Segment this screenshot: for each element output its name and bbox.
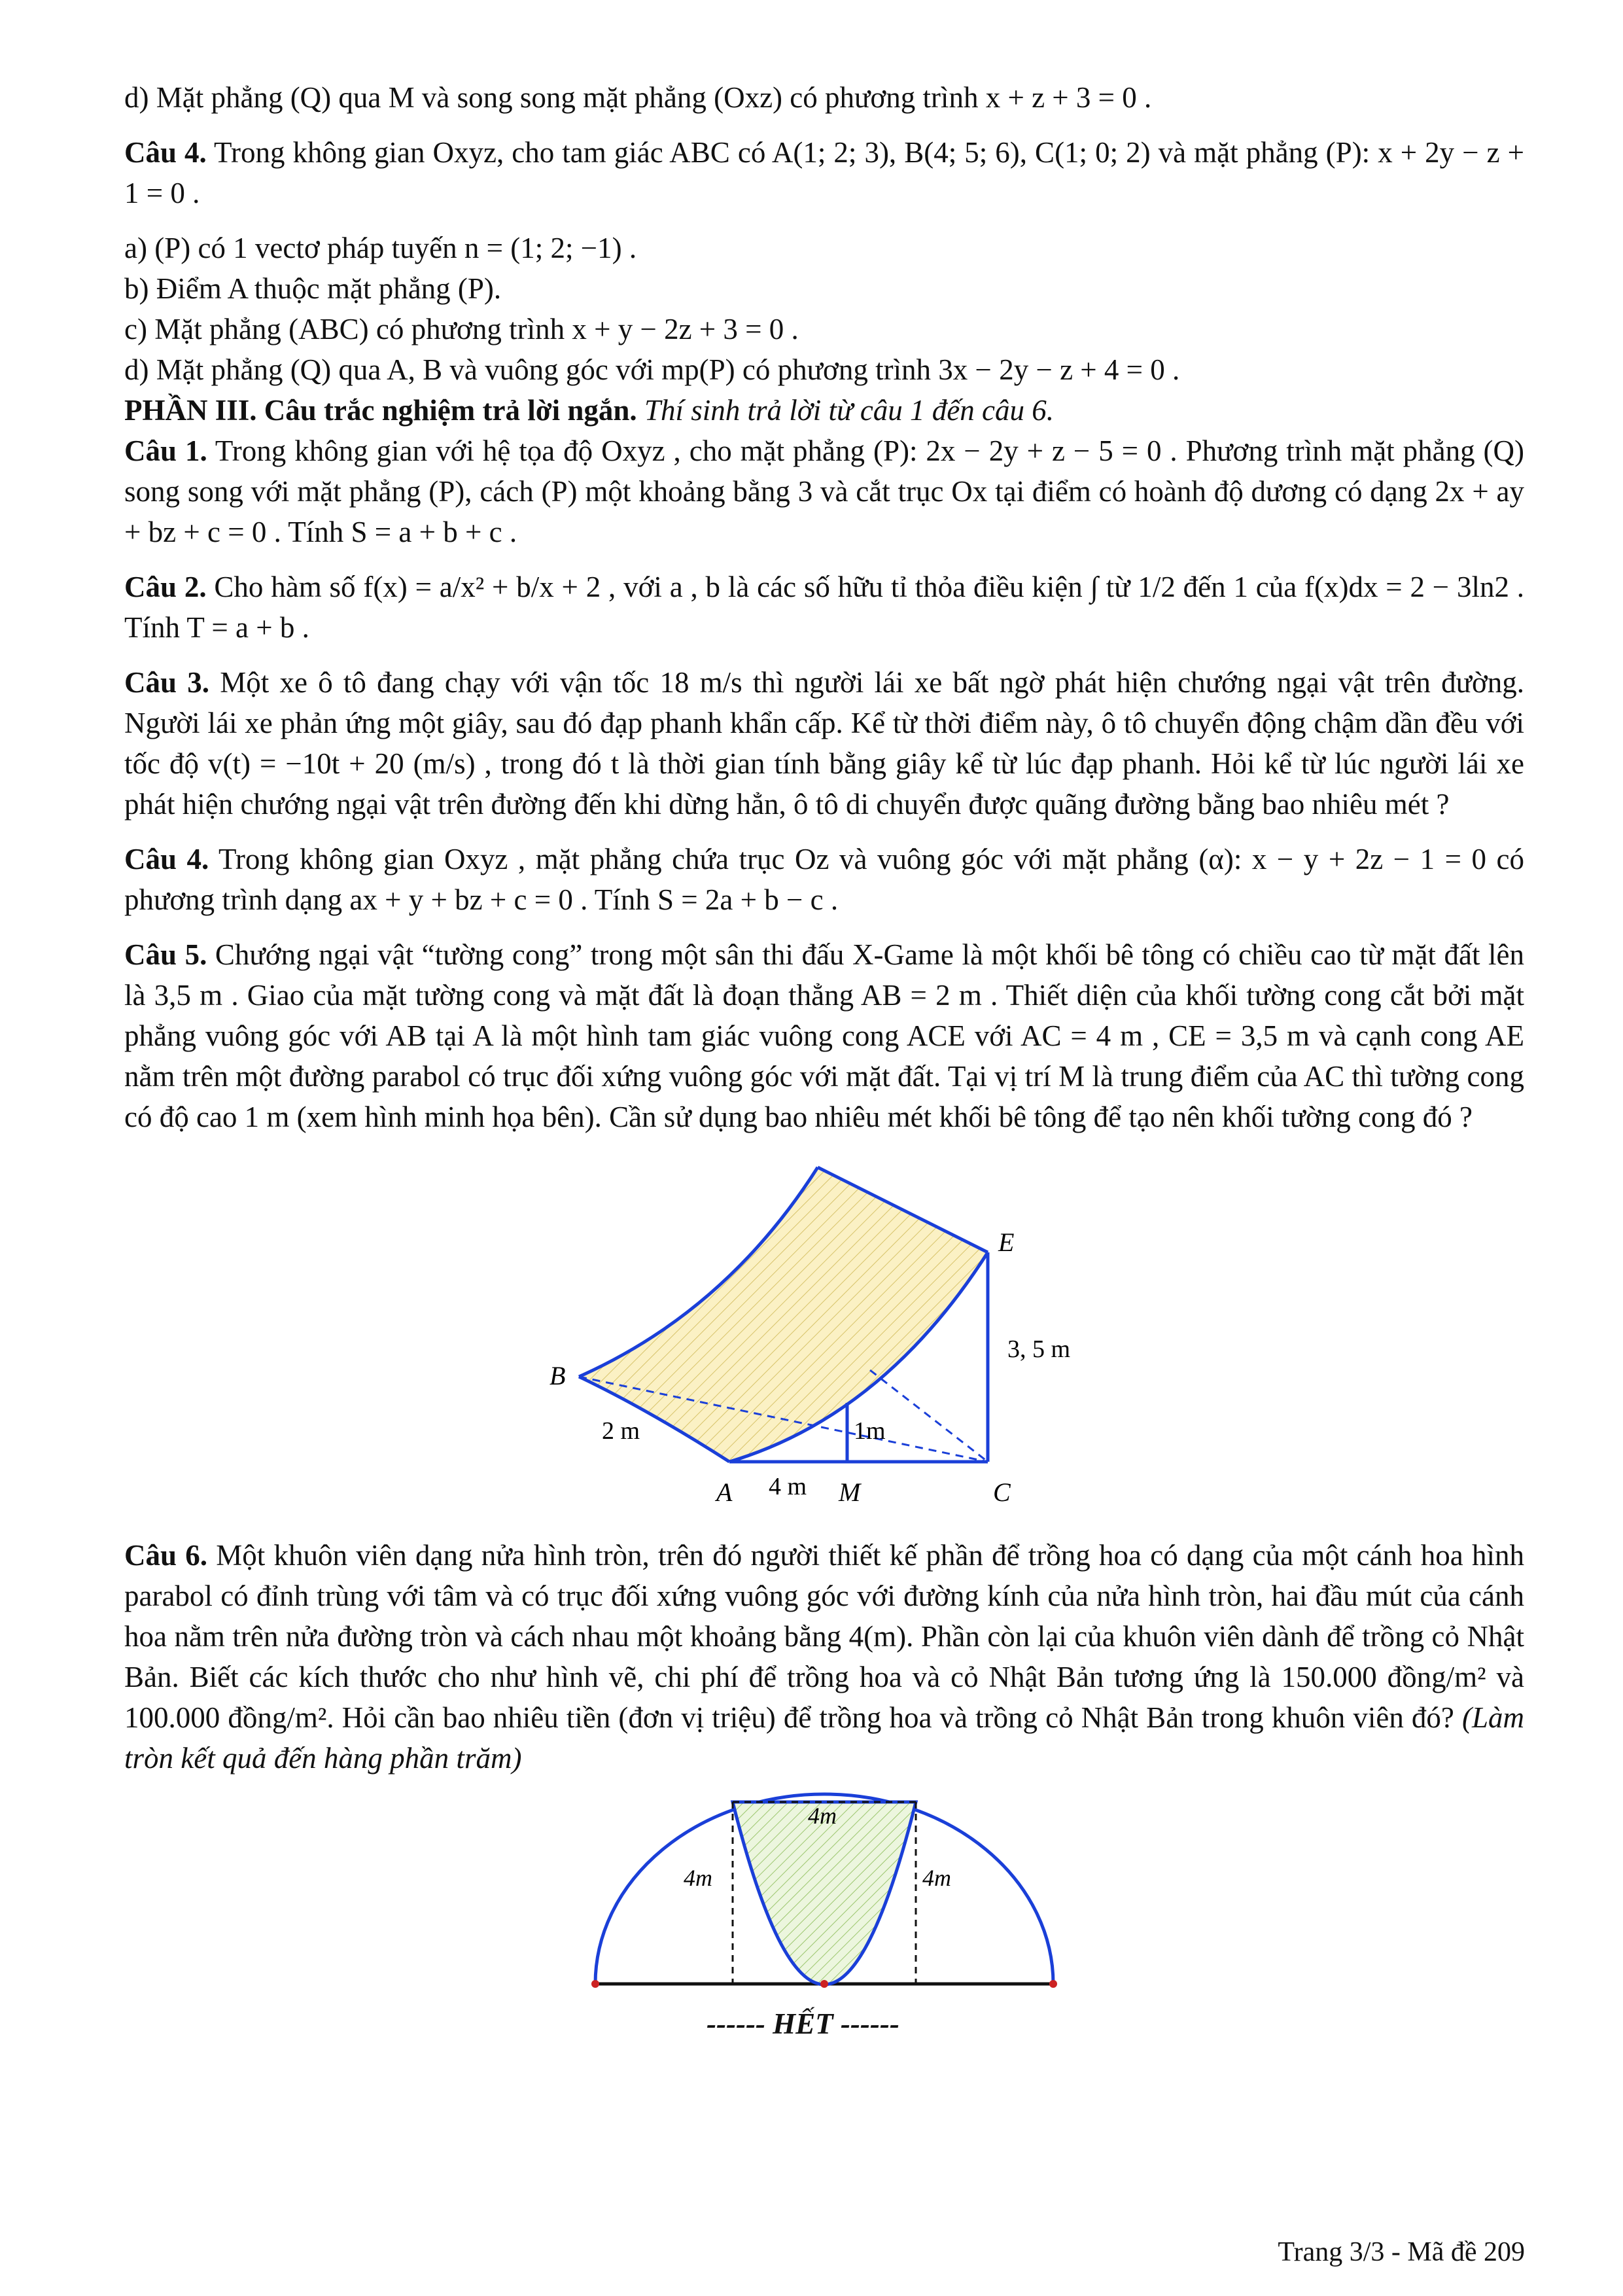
question-6 xyxy=(124,1535,1524,1778)
q5-text: Chướng ngại vật “tường cong” trong một sân thi đấu X-Game là một khối bê tông có chiều cao từ mặt đất lên là 3,5 m . Giao của mặt tường cong và mặt đất là đoạn thẳng AB = 2 m . Thiết diện của khối tường cong cắt bởi mặt phẳng vuông góc với AB tại A là một hình tam giác vuông cong ACE với AC = 4 m , CE = 3,5 m và cạnh cong AE nằm trên một đường parabol có trục đối xứng vuông góc với mặt đất. Tại vị trí M là trung điểm của AC thì tường cong có độ cao 1 m (xem hình minh họa bên). Cần sử dụng bao nhiêu mét khối bê tông để tạo nên khối tường cong đó ? xyxy=(124,938,1525,1133)
part3-heading xyxy=(124,390,1524,431)
label-B: B xyxy=(550,1361,566,1390)
q6-text: Một khuôn viên dạng nửa hình tròn, trên đó người thiết kế phần để trồng hoa có dạng của một cánh hoa hình parabol có đỉnh trùng với tâm và có trục đối xứng vuông góc với đường kính của nửa hình tròn, hai đầu mút của cánh hoa nằm trên nửa đường tròn và cách nhau một khoảng bằng 4(m). Phần còn lại của khuôn viên dành để trồng cỏ Nhật Bản. Biết các kích thước cho như hình vẽ, chi phí để trồng hoa và cỏ Nhật Bản tương ứng là 150.000 đồng/m² và 100.000 đồng/m². Hỏi cần bao nhiêu tiền (đơn vị triệu) để trồng hoa và trồng cỏ Nhật Bản trong khuôn viên đó? xyxy=(124,1539,1525,1734)
label-left-4m: 4m xyxy=(684,1865,712,1891)
end-marker: ------ HẾT ------ xyxy=(707,2007,899,2040)
q3-option-d: d) Mặt phẳng (Q) qua M và song song mặt phẳng (Oxz) có phương trình x + z + 3 = 0 . xyxy=(124,81,1152,114)
q5-title: Câu 5. xyxy=(124,938,207,971)
question-5 xyxy=(124,934,1524,1137)
dashed-M-E xyxy=(870,1370,988,1462)
endpoint-right xyxy=(1049,1980,1057,1988)
label-1m: 1m xyxy=(854,1417,886,1445)
part3-title: PHẦN III. Câu trắc nghiệm trả lời ngắn. xyxy=(124,394,637,427)
label-top-4m: 4m xyxy=(808,1803,837,1829)
q4b-text: Trong không gian Oxyz , mặt phẳng chứa trục Oz và vuông góc với mặt phẳng (α): x − y + 2z − 1 = 0 có phương trình dạng ax + y + bz + c = 0 . Tính S = 2a + b − c . xyxy=(124,843,1525,916)
q4-intro-text: Trong không gian Oxyz, cho tam giác ABC có A(1; 2; 3), B(4; 5; 6), C(1; 0; 2) và mặt phẳng (P): x + 2y − z + 1 = 0 . xyxy=(124,136,1525,209)
label-C: C xyxy=(993,1477,1011,1507)
label-M: M xyxy=(839,1477,861,1507)
q4-option-a: a) (P) có 1 vectơ pháp tuyến n = (1; 2; −1) . xyxy=(124,232,637,264)
question-4 xyxy=(124,839,1524,920)
label-2m: 2 m xyxy=(602,1417,640,1445)
q1-text: Trong không gian với hệ tọa độ Oxyz , cho mặt phẳng (P): 2x − 2y + z − 5 = 0 . Phương trình mặt phẳng (Q) song song với mặt phẳng (P), cách (P) một khoảng bằng 3 và cắt trục Ox tại điểm có hoành độ dương có dạng 2x + ay + bz + c = 0 . Tính S = a + b + c . xyxy=(124,434,1525,548)
q4-option-c: c) Mặt phẳng (ABC) có phương trình x + y − 2z + 3 = 0 . xyxy=(124,313,799,345)
q3-title: Câu 3. xyxy=(124,666,210,699)
q4b-title: Câu 4. xyxy=(124,843,209,875)
q1-title: Câu 1. xyxy=(124,434,207,467)
q2-text: Cho hàm số f(x) = a/x² + b/x + 2 , với a , b là các số hữu tỉ thỏa điều kiện ∫ từ 1/2 đến 1 của f(x)dx = 2 − 3ln2 . Tính T = a + b . xyxy=(124,571,1525,644)
q3-text: Một xe ô tô đang chạy với vận tốc 18 m/s thì người lái xe bất ngờ phát hiện chướng ngại vật trên đường. Người lái xe phản ứng một giây, sau đó đạp phanh khẩn cấp. Kể từ thời điểm này, ô tô chuyển động chậm dần đều với tốc độ v(t) = −10t + 20 (m/s) , trong đó t là thời gian tính bằng giây kể từ lúc đạp phanh. Hỏi kể từ lúc người lái xe phát hiện chướng ngại vật trên đường đến khi dừng hẳn, ô tô di chuyển được quãng đường bằng bao nhiêu mét ? xyxy=(124,666,1525,821)
q6-note: (Làm tròn kết quả đến hàng phần trăm) xyxy=(124,1701,1524,1775)
label-A: A xyxy=(716,1477,733,1507)
question-2 xyxy=(124,567,1524,648)
q4-option-b: b) Điểm A thuộc mặt phẳng (P). xyxy=(124,272,502,305)
q4-intro xyxy=(124,132,1524,213)
semicircle-garden-figure xyxy=(569,1788,1079,2004)
curved-surface xyxy=(579,1167,988,1462)
center-point xyxy=(820,1980,828,1988)
page-content xyxy=(124,77,1524,2044)
label-E: E xyxy=(998,1227,1015,1257)
label-3-5m: 3, 5 m xyxy=(1007,1335,1071,1363)
endpoint-left xyxy=(591,1980,599,1988)
q6-title: Câu 6. xyxy=(124,1539,208,1572)
question-3 xyxy=(124,662,1524,824)
q4-option-d: d) Mặt phẳng (Q) qua A, B và vuông góc với mp(P) có phương trình 3x − 2y − z + 4 = 0 . xyxy=(124,353,1180,386)
flower-parabola xyxy=(733,1802,916,1985)
q2-title: Câu 2. xyxy=(124,571,207,603)
label-4m: 4 m xyxy=(769,1473,807,1500)
label-right-4m: 4m xyxy=(922,1865,951,1891)
part3-note: Thí sinh trả lời từ câu 1 đến câu 6. xyxy=(644,394,1054,427)
question-1 xyxy=(124,431,1524,552)
curved-wall-figure xyxy=(530,1154,1119,1521)
page-footer: Trang 3/3 - Mã đề 209 xyxy=(1278,2237,1525,2267)
q4-title: Câu 4. xyxy=(124,136,207,169)
